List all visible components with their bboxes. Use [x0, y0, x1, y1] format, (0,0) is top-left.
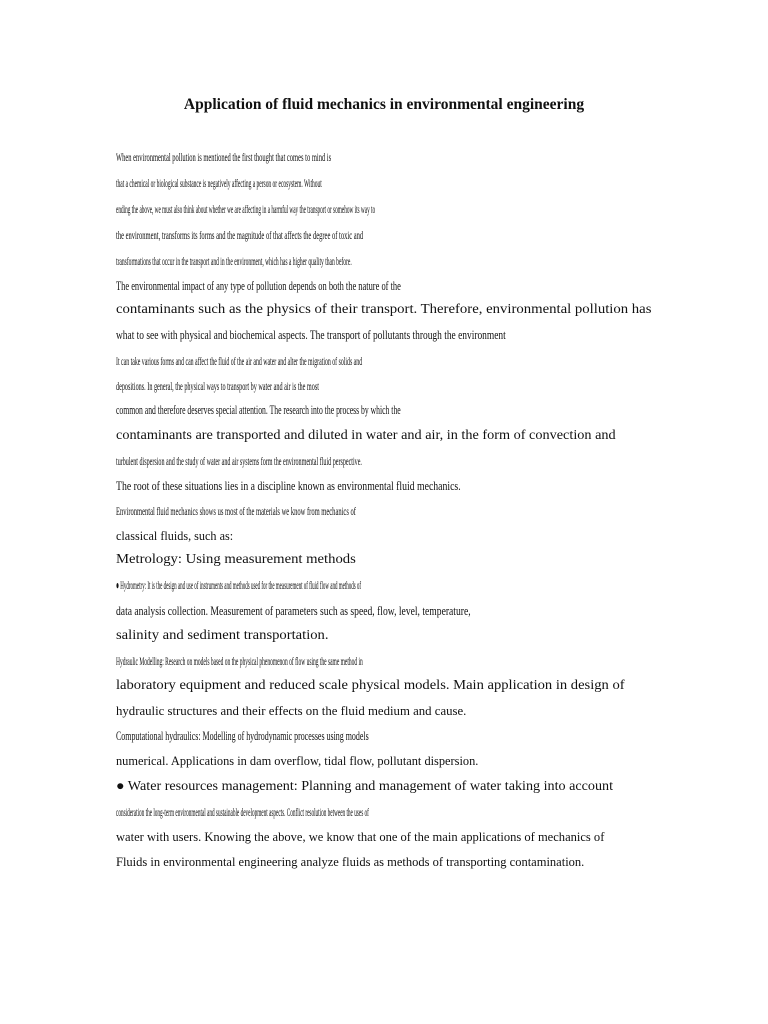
body-line: The root of these situations lies in a discipline known as environmental fluid mechanics.	[116, 479, 461, 493]
body-line: water with users. Knowing the above, we know that one of the main applications of mechanics of	[116, 830, 605, 844]
body-line: ● Water resources management: Planning and management of water taking into account	[116, 778, 614, 793]
body-line: The environmental impact of any type of pollution depends on both the nature of the	[116, 279, 401, 293]
body-line: classical fluids, such as:	[116, 529, 234, 543]
body-line: what to see with physical and biochemical aspects. The transport of pollutants through the environment	[116, 328, 506, 342]
body-line: hydraulic structures and their effects on the fluid medium and cause.	[116, 704, 467, 718]
body-line: contaminants are transported and diluted in water and air, in the form of convection and	[116, 427, 616, 442]
body-line: common and therefore deserves special attention. The research into the process by which the	[116, 403, 401, 417]
body-line: Fluids in environmental engineering analyze fluids as methods of transporting contamination.	[116, 855, 585, 869]
body-line: contaminants such as the physics of their transport. Therefore, environmental pollution has	[116, 301, 652, 316]
body-line: ● Hydrometry: It is the design and use of instruments and methods used for the measurement of fluid flow and methods of	[116, 578, 362, 592]
body-line: data analysis collection. Measurement of parameters such as speed, flow, level, temperature,	[116, 604, 471, 618]
body-line: the environment, transforms its forms and the magnitude of that affects the degree of toxic and	[116, 228, 364, 242]
body-line: When environmental pollution is mentioned the first thought that comes to mind is	[116, 150, 332, 164]
body-line: Metrology: Using measurement methods	[116, 551, 356, 566]
document-title: Application of fluid mechanics in environmental engineering	[183, 96, 585, 113]
body-line: numerical. Applications in dam overflow, tidal flow, pollutant dispersion.	[116, 754, 479, 768]
body-line: Computational hydraulics: Modelling of hydrodynamic processes using models	[116, 729, 369, 743]
body-line: ending the above, we must also think about whether we are affecting in a harmful way the transport or somehow its way to	[116, 202, 376, 216]
body-line: transformations that occur in the transport and in the environment, which has a higher quality than before.	[116, 254, 352, 268]
body-line: salinity and sediment transportation.	[116, 627, 329, 642]
body-line: that a chemical or biological substance is negatively affecting a person or ecosystem. Without	[116, 176, 322, 190]
body-line: turbulent dispersion and the study of water and air systems form the environmental fluid perspective.	[116, 454, 362, 468]
body-line: consideration the long-term environmental and sustainable development aspects. Conflict resolution between the uses of	[116, 805, 369, 819]
body-line: Hydraulic Modelling: Research on models based on the physical phenomenon of flow using the same method in	[116, 654, 363, 668]
body-line: Environmental fluid mechanics shows us most of the materials we know from mechanics of	[116, 504, 356, 518]
body-line: laboratory equipment and reduced scale physical models. Main application in design of	[116, 677, 625, 692]
body-line: depositions. In general, the physical ways to transport by water and air is the most	[116, 379, 319, 393]
body-line: It can take various forms and can affect the fluid of the air and water and alter the migration of solids and	[116, 354, 363, 368]
